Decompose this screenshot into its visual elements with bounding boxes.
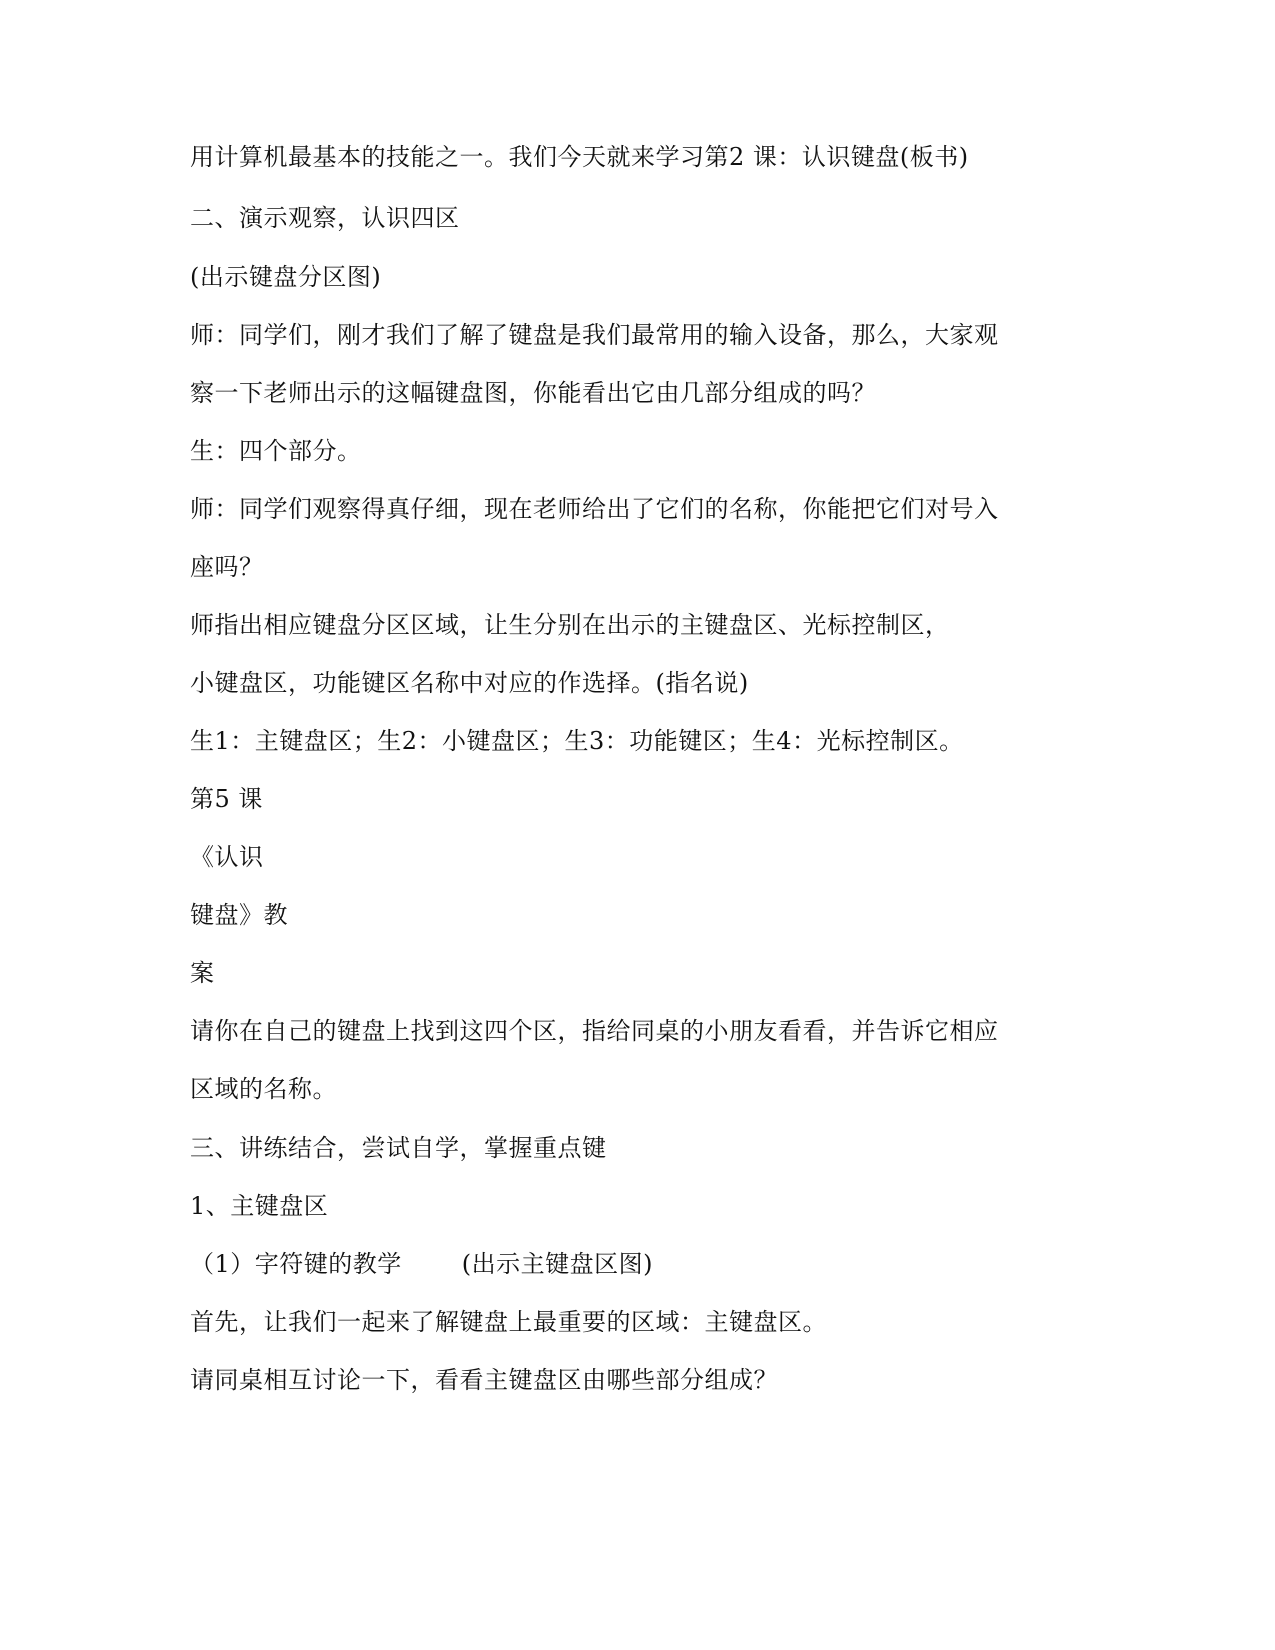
text-line: 请你在自己的键盘上找到这四个区，指给同桌的小朋友看看，并告诉它相应: [190, 1017, 999, 1045]
text-line: 察一下老师出示的这幅键盘图，你能看出它由几部分组成的吗？: [190, 379, 876, 407]
subsection-item: （1）字符键的教学: [190, 1250, 402, 1278]
text-line: 师：同学们观察得真仔细，现在老师给出了它们的名称，你能把它们对号入: [190, 495, 999, 523]
text-line: [190, 1249, 653, 1279]
lesson-title-part: 键盘》教: [190, 901, 288, 929]
subsection-heading: 1、主键盘区: [190, 1192, 329, 1220]
section-heading: 二、演示观察，认识四区: [190, 204, 460, 232]
text-line: 生1：主键盘区；生2：小键盘区；生3：功能键区；生4：光标控制区。: [190, 727, 964, 755]
section-heading: 三、讲练结合，尝试自学，掌握重点键: [190, 1134, 607, 1162]
text-line: 请同桌相互讨论一下，看看主键盘区由哪些部分组成？: [190, 1366, 778, 1394]
text-line: 座吗？: [190, 553, 264, 581]
lesson-title-part: 《认识: [190, 843, 264, 871]
text-line: 首先，让我们一起来了解键盘上最重要的区域：主键盘区。: [190, 1308, 827, 1336]
text-line: 小键盘区，功能键区名称中对应的作选择。(指名说): [190, 669, 749, 697]
text-line: 师指出相应键盘分区区域，让生分别在出示的主键盘区、光标控制区，: [190, 611, 950, 639]
lesson-title-part: 案: [190, 959, 215, 987]
text-line: 区域的名称。: [190, 1075, 337, 1103]
figure-note: (出示主键盘区图): [461, 1250, 654, 1278]
text-line: 生：四个部分。: [190, 437, 362, 465]
lesson-label: 第5 课: [190, 785, 263, 813]
text-line: (出示键盘分区图): [190, 263, 382, 291]
text-line: 用计算机最基本的技能之一。我们今天就来学习第2 课：认识键盘(板书): [190, 143, 969, 171]
text-line: 师：同学们，刚才我们了解了键盘是我们最常用的输入设备，那么，大家观: [190, 321, 999, 349]
